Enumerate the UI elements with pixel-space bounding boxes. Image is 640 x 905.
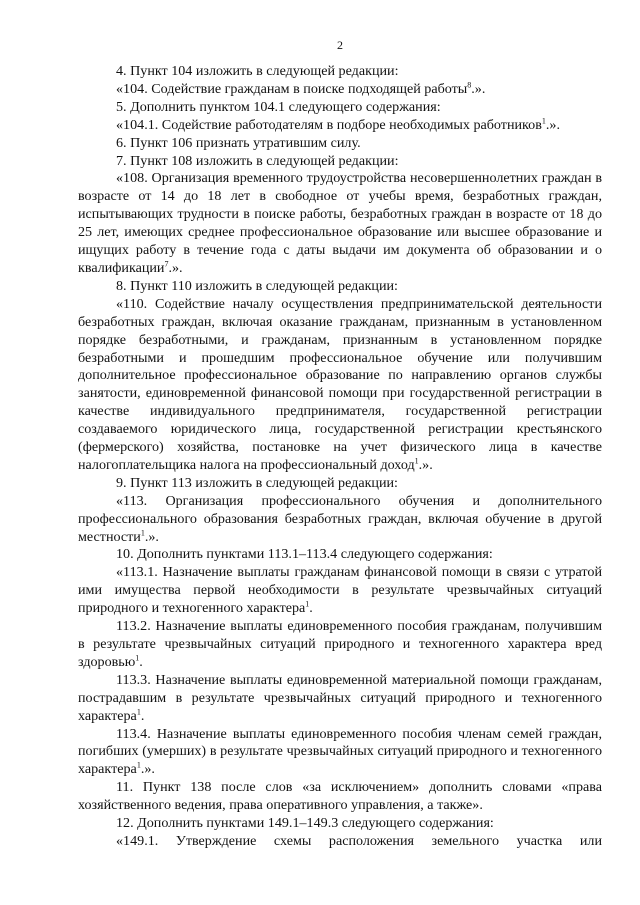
footnote-ref: 1: [136, 760, 141, 770]
paragraph: [78, 63, 602, 81]
paragraph: [78, 546, 602, 564]
paragraph: [78, 135, 602, 153]
paragraph-text: 113.3. Назначение выплаты единовременной материальной помощи гражданам, пострадавшим в результате чрезвычайных ситуаций природного и техногенного характера: [78, 671, 602, 724]
paragraph-text: 7. Пункт 108 изложить в следующей редакции:: [116, 152, 399, 169]
paragraph: [78, 170, 602, 277]
paragraph: [78, 726, 602, 780]
paragraph-tail: .».: [144, 528, 159, 545]
paragraph: [78, 564, 602, 618]
paragraph: [78, 99, 602, 117]
paragraph: [78, 779, 602, 815]
paragraph: [78, 296, 602, 475]
paragraph: [78, 278, 602, 296]
paragraph-tail: .: [140, 707, 145, 724]
paragraph-text: «113.1. Назначение выплаты гражданам финансовой помощи в связи с утратой ими имущества первой необходимости в результате чрезвычайных ситуаций природного и техногенного характера: [78, 564, 602, 617]
footnote-ref: 1: [541, 116, 546, 126]
paragraph: [78, 493, 602, 547]
paragraph: [78, 117, 602, 135]
paragraph-text: 11. Пункт 138 после слов «за исключением» дополнить словами «права хозяйственного ведения, права оперативного управления, а также».: [78, 779, 602, 814]
paragraph: [78, 81, 602, 99]
paragraph-text: 113.4. Назначение выплаты единовременного пособия членам семей граждан, погибших (умерших) в результате чрезвычайных ситуаций природного и техногенного характера: [78, 725, 602, 778]
paragraph-text: 9. Пункт 113 изложить в следующей редакции:: [116, 474, 398, 491]
paragraph: [78, 153, 602, 171]
paragraph-text: 5. Дополнить пунктом 104.1 следующего содержания:: [116, 98, 441, 115]
paragraph: [78, 815, 602, 833]
paragraph-text: 10. Дополнить пунктами 113.1–113.4 следующего содержания:: [116, 546, 493, 563]
paragraph-text: «104. Содействие гражданам в поиске подходящей работы: [116, 80, 468, 97]
page-number: 2: [337, 38, 343, 52]
paragraph-text: 12. Дополнить пунктами 149.1–149.3 следующего содержания:: [116, 815, 494, 832]
paragraph-text: 8. Пункт 110 изложить в следующей редакции:: [116, 277, 398, 294]
paragraph-tail: .».: [471, 80, 486, 97]
footnote-ref: 1: [135, 653, 140, 663]
paragraph: [78, 475, 602, 493]
footnote-ref: 1: [140, 527, 145, 537]
paragraph-text: 4. Пункт 104 изложить в следующей редакции:: [116, 63, 399, 79]
paragraph-tail: .».: [140, 761, 155, 778]
paragraph: [78, 672, 602, 726]
paragraph-tail: .».: [168, 259, 183, 276]
paragraph-text: «149.1. Утверждение схемы расположения земельного участка или: [116, 832, 602, 849]
paragraph: [78, 618, 602, 672]
footnote-ref: 1: [414, 456, 419, 466]
document-body: [78, 63, 602, 851]
footnote-ref: 1: [136, 706, 141, 716]
paragraph-text: 113.2. Назначение выплаты единовременного пособия гражданам, получившим в результате чрезвычайных ситуаций природного и техногенного характера вред здоровью: [78, 618, 602, 670]
paragraph-tail: .: [139, 653, 143, 670]
footnote-ref: 1: [305, 599, 310, 609]
paragraph-tail: .».: [418, 456, 433, 473]
paragraph-text: «104.1. Содействие работодателям в подборе необходимых работников: [116, 116, 542, 133]
paragraph: [78, 833, 602, 851]
footnote-ref: 7: [164, 259, 169, 269]
paragraph-text: «113. Организация профессионального обучения и дополнительного профессионального образования безработных граждан, включая обучение в другой местности: [78, 492, 602, 545]
paragraph-text: 6. Пункт 106 признать утратившим силу.: [116, 134, 361, 151]
paragraph-text: «110. Содействие началу осуществления предпринимательской деятельности безработных граждан, включая оказание гражданам, признанным в установленном порядке безработными, и гражданам, признанным в установленном порядке безработными и прошедшим профессиональное обучение или получившим дополнительное профессиональное образование по направлению органов службы занятости, единовременной финансовой помощи при государственной регистрации в качестве индивидуального предпринимателя, государственной регистрации создаваемого юридического лица, государственной регистрации крестьянского (фермерского) хозяйства, постановке на учет физического лица в качестве налогоплательщика налога на профессиональный доход: [78, 295, 602, 473]
paragraph-text: «108. Организация временного трудоустройства несовершеннолетних граждан в возрасте от 14 до 18 лет в свободное от учебы время, безработных граждан, испытывающих трудности в поиске работы, безработных граждан в возрасте от 18 до 25 лет, имеющих среднее профессиональное образование или высшее образование и ищущих работу в течение года с даты выдачи им документа об образовании и о квалификации: [78, 170, 602, 276]
paragraph-tail: .: [309, 600, 313, 617]
footnote-ref: 8: [467, 80, 472, 90]
paragraph-tail: .».: [545, 116, 560, 133]
